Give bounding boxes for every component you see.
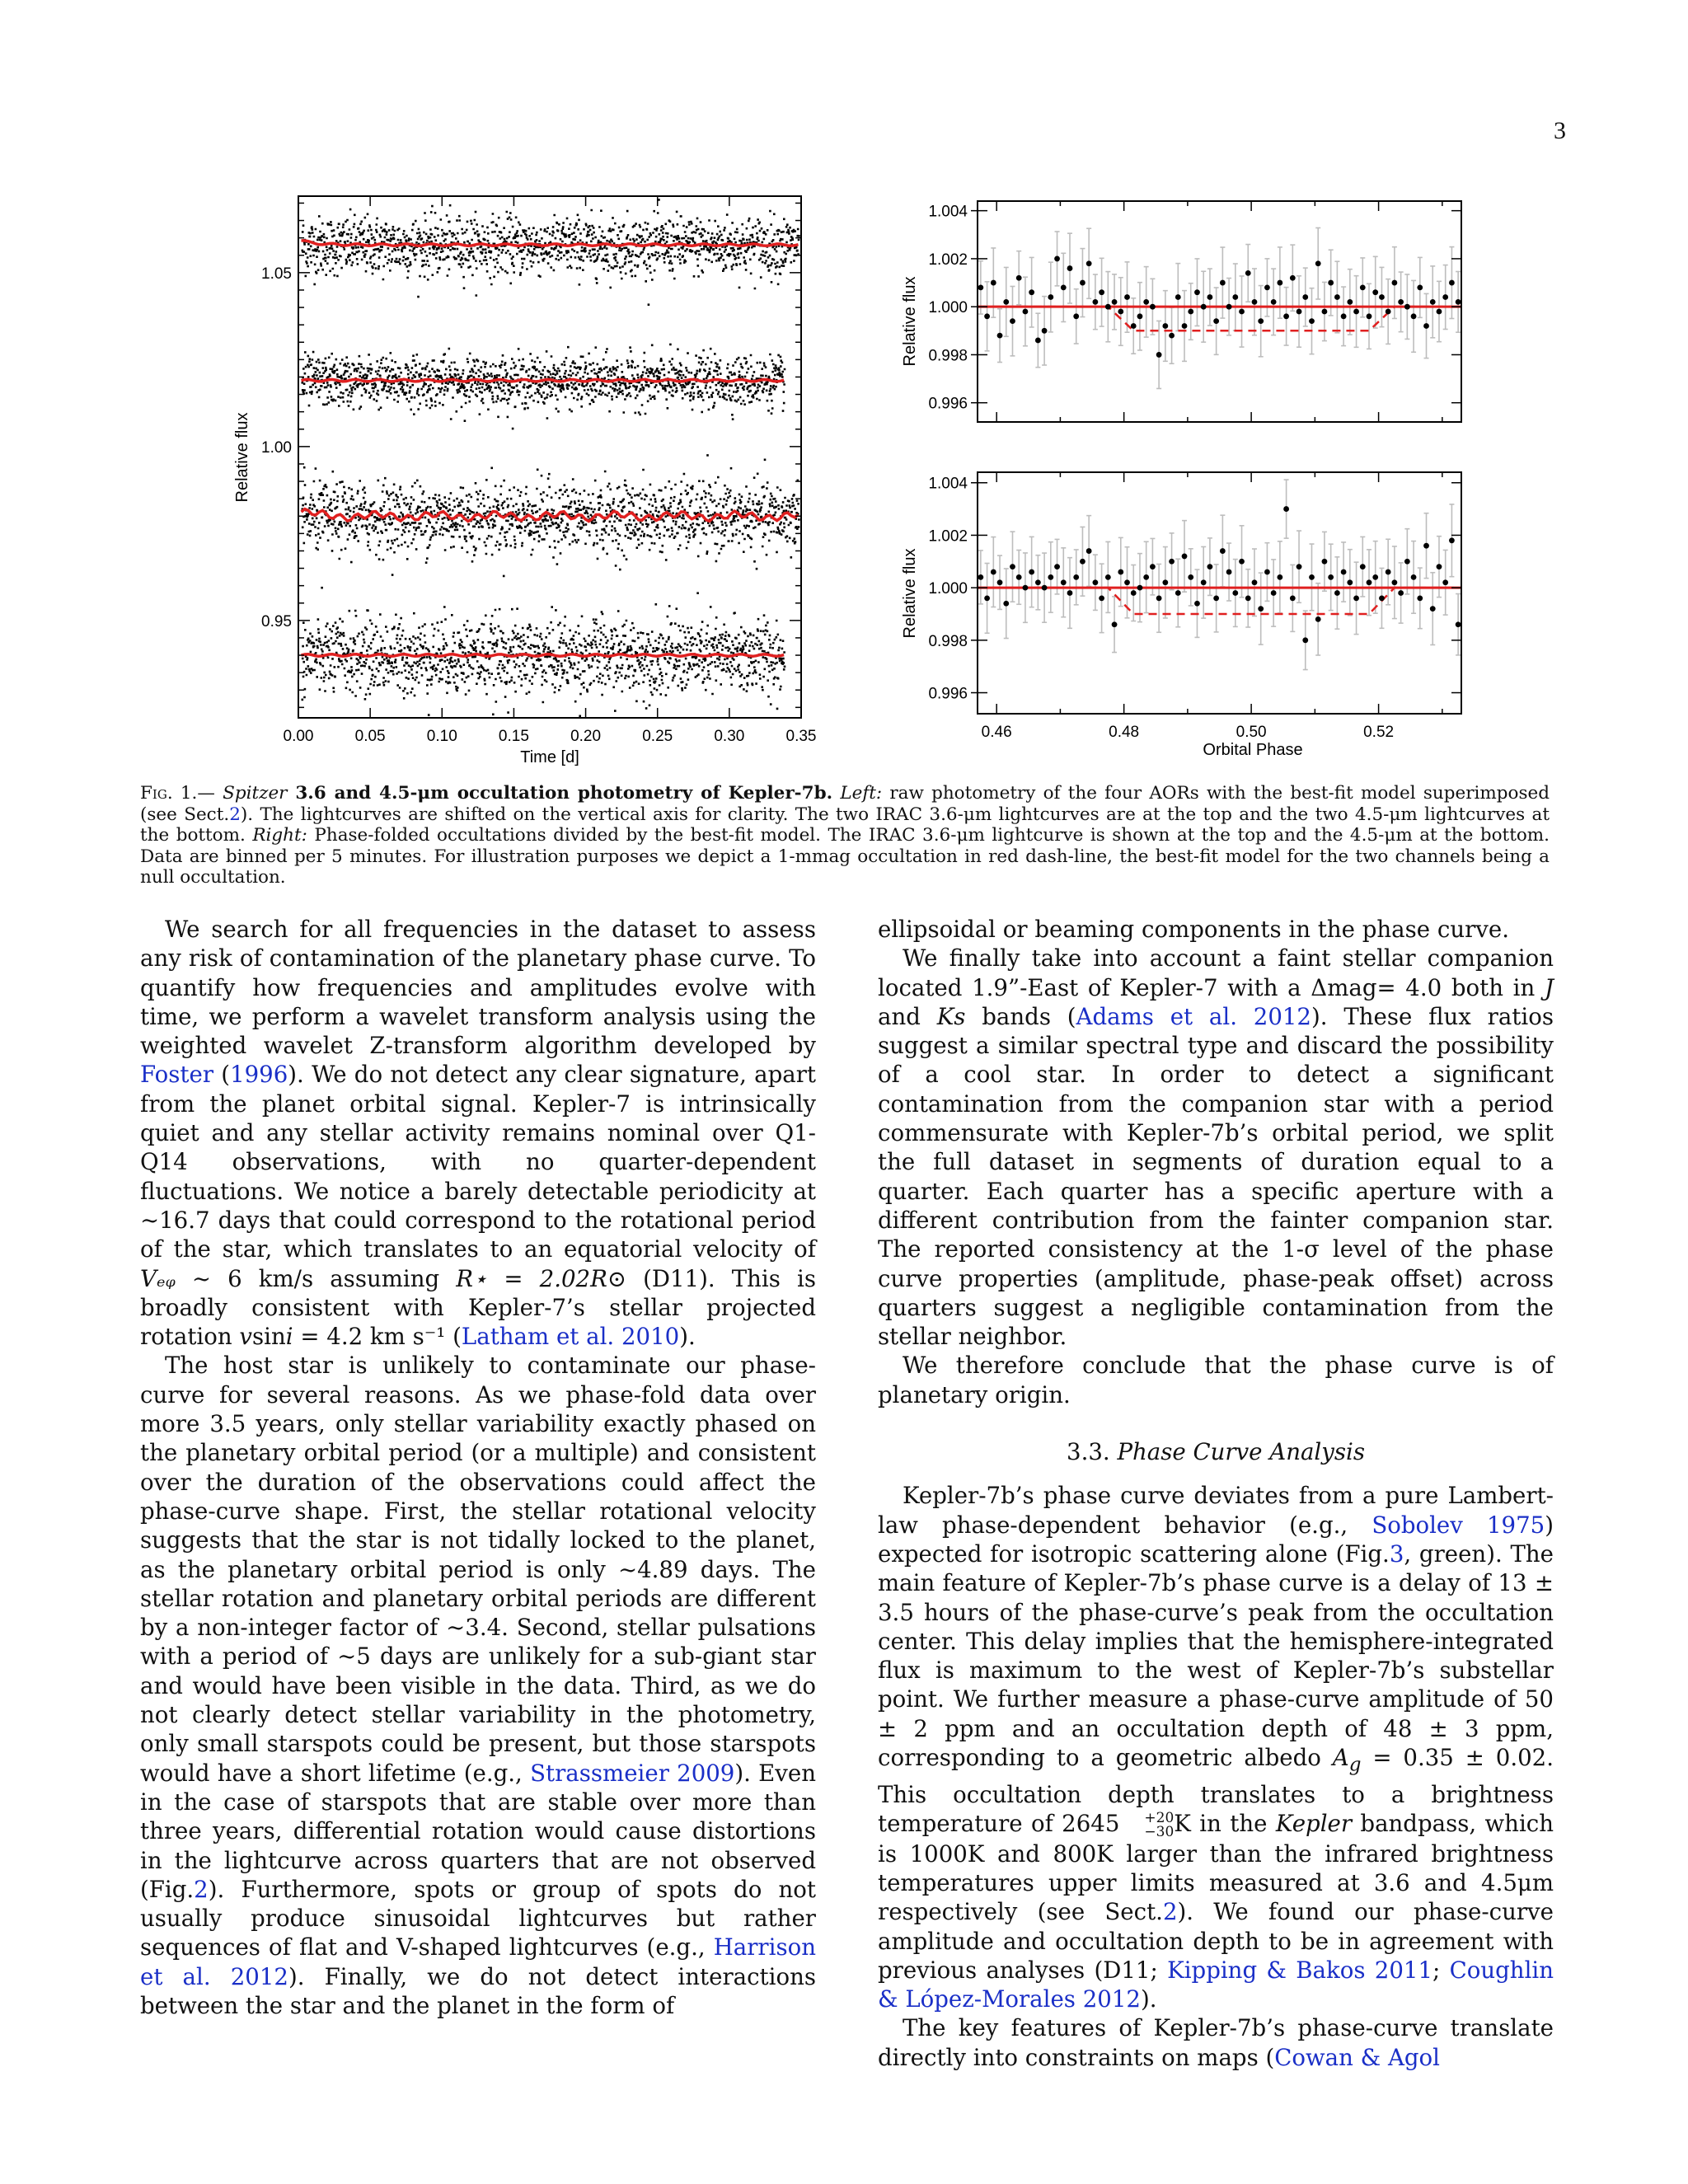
- data-point: [1398, 299, 1404, 305]
- data-point: [1150, 564, 1156, 569]
- xtick-label: 0.48: [1109, 724, 1140, 741]
- data-point: [1277, 280, 1282, 286]
- data-point: [1213, 595, 1219, 601]
- data-point: [1003, 601, 1009, 607]
- right-paragraph-1: [878, 944, 1554, 1351]
- text-span: We finally take into account a faint stellar companion located 1.9”-East of Kepler-7 with a Δmag= 4.0 both in: [878, 944, 1554, 1001]
- right-bottom-panel-4-5um: [901, 472, 1461, 759]
- data-point: [1118, 309, 1123, 315]
- data-point: [1367, 579, 1372, 585]
- data-point: [1264, 569, 1270, 575]
- math-sin: sin: [252, 1323, 286, 1351]
- data-point: [1080, 280, 1085, 286]
- left-axes: [261, 196, 816, 745]
- left-xtick-label: 0.10: [426, 728, 457, 745]
- data-point: [1398, 590, 1404, 596]
- data-point: [1073, 574, 1079, 580]
- left-column: [140, 915, 816, 2020]
- ytick-label: 0.996: [928, 395, 968, 413]
- ytick-label: 1.002: [928, 527, 968, 546]
- text-span: ) expected for isotropic scattering alone (Fig.: [878, 1511, 1554, 1568]
- data-point: [1137, 313, 1143, 319]
- data-point: [1112, 299, 1118, 305]
- data-point: [1175, 294, 1181, 300]
- band-j: J: [1544, 973, 1554, 1001]
- data-point: [1201, 304, 1207, 310]
- left-series-model: [302, 654, 785, 657]
- data-point: [1347, 299, 1353, 305]
- data-point: [1099, 595, 1104, 601]
- temp-sup: +20: [1144, 1809, 1175, 1826]
- left-xtick-label: 0.25: [642, 728, 673, 745]
- data-point: [1194, 289, 1200, 295]
- text-span: ;: [1432, 1956, 1450, 1984]
- data-point: [1016, 574, 1022, 580]
- data-point: [1220, 548, 1226, 554]
- data-point: [1296, 309, 1302, 315]
- caption-title: 3.6 and 4.5-μm occultation photometry of Kepler-7b.: [287, 783, 833, 804]
- data-point: [1010, 318, 1015, 324]
- data-point: [1042, 328, 1048, 334]
- data-point: [1423, 323, 1429, 329]
- section-number: 3.3.: [1067, 1438, 1110, 1466]
- data-point: [1226, 569, 1232, 575]
- data-point: [984, 313, 990, 319]
- text-span: , green). The main feature of Kepler-7b’s phase curve is a delay of 13 ± 3.5 hours of the phase-curve’s peak from the occultation center. This delay implies that the hemisphere-integrated flux is maximum to the west of Kepler-7b’s substellar point. We further measure a phase-curve amplitude of 50 ± 2 ppm and an occultation depth of 48 ± 3 ppm, corresponding to a geometric albedo: [878, 1540, 1554, 1772]
- cite-adams[interactable]: Adams et al. 2012: [1076, 1002, 1311, 1030]
- data-point: [1290, 275, 1296, 281]
- data-point: [1341, 569, 1347, 575]
- data-point: [1271, 590, 1277, 596]
- data-point: [1061, 284, 1067, 290]
- right-paragraph-4: [878, 2013, 1554, 2072]
- data-point: [1048, 574, 1053, 580]
- text-span: K in the: [1174, 1810, 1276, 1838]
- text-span: ). Finally, we do not detect interactions between the star and the planet in the form of: [140, 1962, 817, 2019]
- data-point: [1131, 323, 1137, 329]
- data-point: [1430, 299, 1436, 305]
- data-point: [1449, 280, 1455, 286]
- data-point: [1213, 318, 1219, 324]
- right-bottom-xlabel: Orbital Phase: [1203, 741, 1303, 759]
- text-span: bandpass, which is 1000K and 800K larger than the infrared brightness temperatures upper limits measured at 3.6 and 4.5μm respectively (see Sect.: [878, 1810, 1554, 1926]
- data-point: [1194, 601, 1200, 607]
- data-point: [1449, 537, 1455, 543]
- right-bottom-data: [978, 480, 1461, 669]
- text-span: ). Furthermore, spots or group of spots do not usually produce sinusoidal lightcurves but rather sequences of flat and V-shaped lightcurves (e.g.,: [140, 1875, 816, 1961]
- data-point: [1061, 579, 1067, 585]
- data-point: [1367, 313, 1372, 319]
- data-point: [1245, 595, 1251, 601]
- right-top-ylabel: Relative flux: [901, 276, 919, 367]
- data-point: [1023, 309, 1029, 315]
- data-point: [1379, 595, 1385, 601]
- data-point: [1169, 333, 1175, 339]
- cite-cowan[interactable]: Cowan & Agol: [1274, 2043, 1440, 2071]
- data-point: [1328, 280, 1334, 286]
- data-point: [1341, 313, 1347, 319]
- data-point: [1283, 313, 1289, 319]
- cite-foster-year[interactable]: 1996: [230, 1061, 288, 1089]
- data-point: [1092, 299, 1098, 305]
- data-point: [1182, 323, 1188, 329]
- data-point: [1080, 559, 1085, 565]
- data-point: [1264, 284, 1270, 290]
- data-point: [1430, 606, 1436, 612]
- ytick-label: 1.000: [928, 580, 968, 598]
- data-point: [1392, 280, 1398, 286]
- ytick-label: 0.998: [928, 347, 968, 365]
- data-point: [1029, 289, 1034, 295]
- text-span: The key features of Kepler-7b’s phase-curve translate directly into constraints on maps (: [878, 2014, 1554, 2071]
- cite-latham[interactable]: Latham et al. 2010: [461, 1323, 680, 1351]
- ref-sect2[interactable]: 2: [1162, 1898, 1178, 1926]
- data-point: [1054, 256, 1060, 262]
- temp-sub: −30: [1144, 1823, 1175, 1840]
- data-point: [1010, 564, 1015, 569]
- data-point: [1207, 564, 1213, 569]
- text-span: ).: [1140, 1985, 1157, 2013]
- data-point: [1442, 294, 1448, 300]
- right-paragraph-2: We therefore conclude that the phase curve is of planetary origin.: [878, 1352, 1554, 1408]
- data-point: [1283, 506, 1289, 512]
- data-point: [1035, 579, 1041, 585]
- left-paragraph-1: We search for all frequencies in the dataset to assess any risk of contamination of the planetary phase curve. To quantify how frequencies and amplitudes evolve with time, we perform a wavelet transform analysis using the weighted wavelet Z-transform algorithm developed by Foster (1996). We do not detect any clear signature, apart from the planet orbital signal. Kepler-7 is intrinsically quiet and any stellar activity remains nominal over Q1-Q14 observations, with no quarter-dependent fluctuations. We notice a barely detectable periodicity at ∼16.7 days that could correspond to the rotational period of the star, which translates to an equatorial velocity of Vₑᵩ ∼ 6 km/s assuming R⋆ = 2.02R⊙ (D11). This is broadly consistent with Kepler-7’s stellar projected rotation vsini = 4.2 km s⁻¹ (Latham et al. 2010).: [140, 916, 816, 1351]
- data-point: [1067, 265, 1073, 271]
- data-point: [1124, 294, 1130, 300]
- data-point: [1386, 309, 1391, 315]
- left-series-model: [302, 509, 799, 522]
- data-point: [1086, 548, 1092, 554]
- data-point: [1277, 574, 1282, 580]
- cite-strassmeier[interactable]: Strassmeier 2009: [530, 1759, 735, 1787]
- data-point: [1411, 574, 1417, 580]
- data-point: [1328, 574, 1334, 580]
- data-point: [1143, 299, 1149, 305]
- data-point: [1124, 579, 1130, 585]
- cite-kipping[interactable]: Kipping & Bakos 2011: [1167, 1956, 1433, 1984]
- left-xtick-label: 0.20: [570, 728, 602, 745]
- data-point: [1023, 585, 1029, 591]
- data-point: [997, 333, 1003, 339]
- left-xtick-label: 0.00: [283, 728, 314, 745]
- left-paragraph-2: [140, 1351, 816, 2020]
- data-point: [1201, 579, 1207, 585]
- data-point: [1239, 559, 1245, 565]
- cite-foster[interactable]: Foster: [140, 1061, 214, 1089]
- right-bottom-ylabel: Relative flux: [901, 548, 919, 639]
- left-ytick-label: 1.00: [261, 438, 292, 457]
- caption-left-text2: ). The lightcurves are shifted on the vertical axis for clarity. The two IRAC 3.6-μm lightcurves are at the top and the two 4.5-μm lightcurves at the bottom.: [140, 804, 1550, 846]
- data-point: [1315, 260, 1321, 266]
- data-point: [1296, 564, 1302, 569]
- data-point: [1105, 574, 1111, 580]
- left-series-points: [302, 344, 786, 430]
- data-point: [1099, 289, 1104, 295]
- data-point: [1302, 637, 1308, 643]
- right-paragraph-0: ellipsoidal or beaming components in the phase curve.: [878, 916, 1509, 943]
- caption-label: Fig. 1.—: [140, 783, 215, 804]
- data-point: [1372, 289, 1378, 295]
- text-span: Kepler-7b’s phase curve deviates from a pure Lambert-law phase-dependent behavior (e.g.,: [878, 1482, 1554, 1539]
- caption-spitzer: Spitzer: [223, 783, 288, 804]
- data-point: [1245, 270, 1251, 276]
- data-point: [1322, 559, 1328, 565]
- data-point: [1353, 309, 1359, 315]
- text-span: ). Even in the case of starspots that are stable over more than three years, differential rotation would cause distortions in the lightcurve across quarters that are not observed (Fig.: [140, 1759, 816, 1903]
- left-xtick-label: 0.30: [714, 728, 745, 745]
- cite-sobolev[interactable]: Sobolev 1975: [1372, 1511, 1545, 1539]
- data-point: [1315, 616, 1321, 622]
- left-xtick-label: 0.35: [785, 728, 817, 745]
- left-xtick-label: 0.05: [354, 728, 386, 745]
- text-span: ).: [679, 1323, 696, 1351]
- data-point: [1054, 564, 1060, 569]
- math-veq: Vₑᵩ: [140, 1264, 176, 1292]
- data-point: [1150, 304, 1156, 310]
- data-point: [1456, 299, 1461, 305]
- data-point: [984, 595, 990, 601]
- text-span: ∼ 6 km/s assuming: [175, 1264, 457, 1292]
- section-title: Phase Curve Analysis: [1117, 1438, 1365, 1466]
- right-column: [878, 915, 1554, 2072]
- data-point: [1411, 313, 1417, 319]
- ytick-label: 1.004: [928, 475, 968, 493]
- ytick-label: 1.002: [928, 251, 968, 269]
- ref-fig3[interactable]: 3: [1389, 1540, 1404, 1568]
- data-point: [997, 579, 1003, 585]
- xtick-label: 0.46: [981, 724, 1012, 741]
- ytick-label: 0.996: [928, 685, 968, 703]
- data-point: [1334, 294, 1340, 300]
- data-point: [1143, 574, 1149, 580]
- data-point: [1437, 309, 1442, 315]
- data-point: [1437, 564, 1442, 569]
- data-point: [978, 284, 983, 290]
- data-point: [1226, 304, 1232, 310]
- text-span: = 4.2 km s⁻¹ (: [293, 1323, 462, 1351]
- data-point: [1073, 313, 1079, 319]
- xtick-label: 0.50: [1236, 724, 1267, 741]
- text-span: ). These flux ratios suggest a similar spectral type and discard the possibility of a cool star. In order to detect a significant contamination from the companion star with a period commensurate with Kepler-7b’s orbital period, we split the full dataset in segments of duration equal to a quarter. Each quarter has a specific aperture with a different contribution from the fainter companion star. The reported consistency at the 1-σ level of the phase curve properties (amplitude, phase-peak offset) across quarters suggest a negligible contamination from the stellar neighbor.: [878, 1002, 1554, 1351]
- right-top-panel-3-6um: [901, 201, 1461, 422]
- page-number: 3: [1554, 117, 1566, 144]
- caption-left-text: raw photometry of the four AORs with the best-fit model superimposed (see Sect.: [140, 783, 1550, 825]
- left-panel-raw-photometry: [233, 196, 816, 766]
- left-ytick-label: 0.95: [261, 612, 292, 630]
- figure-caption: [140, 783, 1550, 888]
- data-point: [1131, 590, 1137, 596]
- data-point: [1162, 579, 1168, 585]
- data-point: [1322, 309, 1328, 315]
- data-point: [1220, 280, 1226, 286]
- data-point: [1086, 260, 1092, 266]
- data-point: [1207, 294, 1213, 300]
- data-point: [1029, 569, 1034, 575]
- data-point: [1353, 595, 1359, 601]
- math-a-sub: g: [1348, 1754, 1362, 1776]
- data-point: [1258, 606, 1264, 612]
- cite-coughlin[interactable]: Coughlin & López-Morales 2012: [878, 1956, 1554, 2013]
- data-point: [1188, 309, 1193, 315]
- data-point: [1092, 579, 1098, 585]
- right-paragraph-3: [878, 1481, 1554, 2013]
- left-xtick-label: 0.15: [498, 728, 529, 745]
- data-point: [991, 280, 996, 286]
- text-span: We search for all frequencies in the dataset to assess any risk of contamination of the planetary phase curve. To quantify how frequencies and amplitudes evolve with time, we perform a wavelet transform analysis using the weighted wavelet Z-transform algorithm developed by: [140, 916, 816, 1060]
- data-point: [1112, 621, 1118, 627]
- left-best-fit-models: [302, 241, 799, 656]
- left-ylabel: Relative flux: [233, 412, 251, 503]
- data-point: [1392, 579, 1398, 585]
- data-point: [1347, 579, 1353, 585]
- ref-fig2[interactable]: 2: [194, 1875, 209, 1903]
- left-series-points: [302, 587, 786, 717]
- data-point: [1423, 543, 1429, 549]
- data-point: [991, 569, 996, 575]
- data-point: [1042, 585, 1048, 591]
- data-point: [1035, 338, 1041, 344]
- caption-right-label: Right:: [252, 825, 307, 846]
- section-heading-3-3: [878, 1437, 1554, 1466]
- data-point: [1404, 559, 1410, 565]
- data-point: [1118, 569, 1123, 575]
- ytick-label: 0.998: [928, 632, 968, 650]
- left-series-model: [302, 379, 785, 382]
- data-point: [1048, 294, 1053, 300]
- text-span: bands (: [965, 1002, 1076, 1030]
- data-point: [1252, 579, 1258, 585]
- text-span: (D11). This is broadly consistent with Kepler-7’s stellar projected rotation: [140, 1264, 816, 1351]
- data-point: [1302, 294, 1308, 300]
- data-point: [1105, 304, 1111, 310]
- band-ks: Ks: [936, 1002, 966, 1030]
- data-point: [1372, 574, 1378, 580]
- left-xlabel: Time [d]: [520, 748, 579, 766]
- text-span: = 0.35 ± 0.02. This occultation depth translates to a brightness temperature of 2645: [878, 1744, 1554, 1838]
- data-point: [1456, 621, 1461, 627]
- text-span: The host star is unlikely to contaminate our phase-curve for several reasons. As we phase-fold data over more 3.5 years, only stellar variability exactly phased on the planetary orbital period (or a multiple) and consistent over the duration of the observations could affect the phase-curve shape. First, the stellar rotational velocity suggests that the star is not tidally locked to the planet, as the planetary orbital period is only ∼4.89 days. The stellar rotation and planetary orbital periods are different by a non-integer factor of ∼3.4. Second, stellar pulsations with a period of ∼5 days are unlikely for a sub-giant star and would have been visible in the data. Third, as we do not clearly detect stellar variability in the photometry, only small starspots could be present, but those starspots would have a short lifetime (e.g.,: [140, 1352, 816, 1787]
- data-point: [1137, 585, 1143, 591]
- xtick-label: 0.52: [1363, 724, 1395, 741]
- caption-right-text: Phase-folded occultations divided by the best-fit model. The IRAC 3.6-μm lightcurve is shown at the top and the 4.5-μm at the bottom. Data are binned per 5 minutes. For illustration purposes we depict a 1-mmag occultation in red dash-line, the best-fit model for the two channels being a null occultation.: [140, 825, 1550, 888]
- figure-1: [0, 0, 1688, 775]
- left-series-points: [302, 199, 800, 306]
- data-point: [1156, 352, 1162, 358]
- caption-ref-sect2[interactable]: 2: [229, 804, 241, 825]
- data-point: [1003, 299, 1009, 305]
- data-point: [1360, 564, 1366, 569]
- data-point: [1309, 574, 1315, 580]
- cite-harrison[interactable]: Harrison et al. 2012: [140, 1933, 816, 1990]
- data-point: [978, 574, 983, 580]
- data-point: [1016, 275, 1022, 281]
- data-point: [1309, 318, 1315, 324]
- ytick-label: 1.000: [928, 299, 968, 317]
- data-point: [1379, 294, 1385, 300]
- data-point: [1290, 595, 1296, 601]
- data-point: [1156, 595, 1162, 601]
- data-point: [1404, 304, 1410, 310]
- right-top-data: [978, 227, 1461, 388]
- math-a: A: [1332, 1744, 1349, 1772]
- ytick-label: 1.004: [928, 203, 968, 221]
- data-point: [1067, 590, 1073, 596]
- left-data-points: [302, 199, 800, 717]
- data-point: [1258, 318, 1264, 324]
- text-span: and: [878, 1002, 937, 1030]
- data-point: [1386, 569, 1391, 575]
- data-point: [1182, 554, 1188, 560]
- data-point: [1239, 309, 1245, 315]
- kepler-italic: Kepler: [1275, 1810, 1353, 1838]
- data-point: [1252, 299, 1258, 305]
- math-v: v: [239, 1323, 253, 1351]
- data-point: [1442, 579, 1448, 585]
- data-point: [1232, 294, 1238, 300]
- math-i: i: [285, 1323, 293, 1351]
- data-point: [1417, 595, 1423, 601]
- left-ytick-label: 1.05: [261, 265, 292, 283]
- data-point: [1232, 590, 1238, 596]
- data-point: [1175, 590, 1181, 596]
- caption-left-label: Left:: [840, 783, 883, 804]
- data-point: [1188, 574, 1193, 580]
- temp-uncertainty: [1119, 1811, 1174, 1840]
- data-point: [1334, 590, 1340, 596]
- data-point: [1162, 323, 1168, 329]
- data-point: [1169, 559, 1175, 565]
- text-span: ). We do not detect any clear signature, apart from the planet orbital signal. Kepler-7 is intrinsically quiet and any stellar activity remains nominal over Q1-Q14 observations, with no quarter-dependent fluctuations. We notice a barely detectable periodicity at ∼16.7 days that could correspond to the rotational period of the star, which translates to an equatorial velocity of: [140, 1061, 816, 1263]
- data-point: [1360, 284, 1366, 290]
- data-point: [1271, 299, 1277, 305]
- data-point: [1417, 284, 1423, 290]
- text-span: ). We found our phase-curve amplitude and occultation depth to be in agreement with previous analyses (D11;: [878, 1898, 1554, 1984]
- math-rstar: R⋆ = 2.02R⊙: [456, 1264, 626, 1292]
